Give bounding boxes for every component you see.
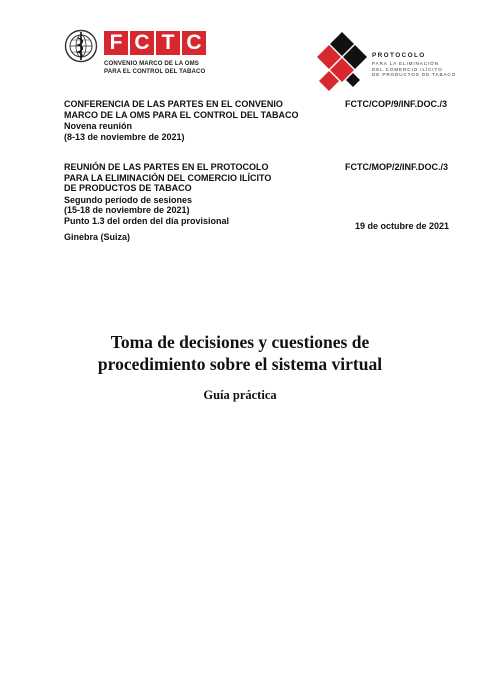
fctc-subtitle: CONVENIO MARCO DE LA OMS PARA EL CONTROL DEL TABACO <box>104 60 206 75</box>
mop-dates: (15-18 de noviembre de 2021) <box>64 205 190 216</box>
fctc-logo <box>64 27 214 77</box>
protocol-subtitle: PARA LA ELIMINACIÓN DEL COMERCIO ILÍCITO DE PRODUCTOS DE TABACO <box>372 61 457 78</box>
mop-title-line: REUNIÓN DE LAS PARTES EN EL PROTOCOLO <box>64 162 269 172</box>
fctc-letter: T <box>156 31 180 55</box>
fctc-wordmark <box>104 31 206 55</box>
protocol-logo <box>316 32 456 94</box>
fctc-letter: C <box>130 31 154 55</box>
mop-title-line: DE PRODUCTOS DE TABACO <box>64 183 192 194</box>
cop-title-line: MARCO DE LA OMS PARA EL CONTROL DEL TABACO <box>64 109 299 120</box>
mop-reference: FCTC/MOP/2/INF.DOC./3 <box>345 162 449 172</box>
cop-title-line: CONFERENCIA DE LAS PARTES EN EL CONVENIO <box>64 99 283 109</box>
cop-dates: (8-13 de noviembre de 2021) <box>64 131 185 142</box>
document-date: 19 de octubre de 2021 <box>355 221 450 231</box>
cop-meeting-block <box>64 99 299 142</box>
mop-meeting-block <box>64 162 271 242</box>
protocol-title: PROTOCOLO <box>372 52 426 59</box>
protocol-diamonds-icon <box>316 32 368 94</box>
document-title: Toma de decisiones y cuestiones de procedimiento sobre el sistema virtual <box>97 332 383 374</box>
document-subtitle: Guía práctica <box>203 388 277 402</box>
mop-title-line: PARA LA ELIMINACIÓN DEL COMERCIO ILÍCITO <box>64 172 272 183</box>
fctc-letter: C <box>182 31 206 55</box>
mop-agenda-item: Punto 1.3 del orden del día provisional <box>64 215 230 226</box>
mop-session: Segundo período de sesiones <box>64 194 193 205</box>
cop-reference: FCTC/COP/9/INF.DOC./3 <box>345 99 448 109</box>
cop-session: Novena reunión <box>64 121 133 132</box>
mop-location: Ginebra (Suiza) <box>64 231 131 242</box>
who-emblem-icon <box>64 29 98 63</box>
fctc-letter: F <box>104 31 128 55</box>
